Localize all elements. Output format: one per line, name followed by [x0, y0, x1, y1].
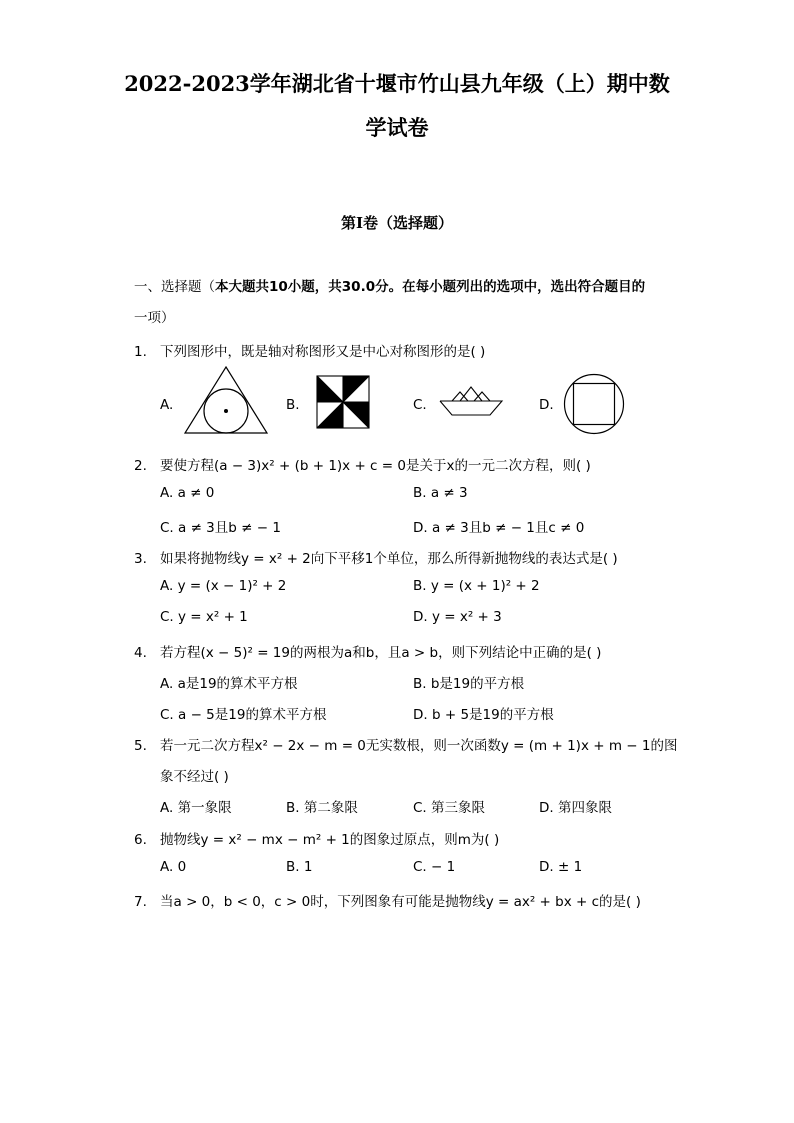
question-number: 5.	[134, 738, 147, 754]
question-text: 要使方程(a − 3)x² + (b + 1)x + c = 0是关于x的一元二次方程，则( )	[160, 458, 591, 474]
q6-option-b: B. 1	[286, 859, 313, 875]
q3-option-d: D. y = x² + 3	[413, 609, 502, 625]
q3-option-a: A. y = (x − 1)² + 2	[160, 578, 287, 594]
question-6	[134, 828, 499, 848]
question-5	[134, 734, 677, 754]
question-5-line2: 象不经过( )	[160, 769, 229, 785]
question-7	[134, 890, 641, 910]
q3-option-b: B. y = (x + 1)² + 2	[413, 578, 540, 594]
question-text: 如果将抛物线y = x² + 2向下平移1个单位，那么所得新抛物线的表达式是( )	[160, 551, 618, 567]
question-text: 若方程(x − 5)² = 19的两根为a和b，且a > b，则下列结论中正确的是( )	[160, 645, 602, 661]
q6-option-d: D. ± 1	[539, 859, 583, 875]
option-d-label: D.	[539, 397, 554, 413]
question-text: 当a > 0，b < 0，c > 0时，下列图象有可能是抛物线y = ax² + bx + c的是( )	[160, 894, 641, 910]
section-bold-text: 本大题共10小题，共30.0分。在每小题列出的选项中，选出符合题目的	[215, 279, 646, 295]
boat-icon	[438, 385, 504, 417]
q4-option-a: A. a是19的算术平方根	[160, 676, 298, 692]
question-1	[134, 340, 485, 360]
page-title: 2022-2023学年湖北省十堰市竹山县九年级（上）期中数	[124, 71, 670, 96]
question-number: 4.	[134, 645, 147, 661]
section-instructions-line2: 一项）	[134, 310, 175, 326]
volume-heading: 第I卷（选择题）	[340, 214, 454, 232]
question-2	[134, 454, 591, 474]
q5-option-a: A. 第一象限	[160, 800, 232, 816]
q2-option-b: B. a ≠ 3	[413, 485, 468, 501]
section-prefix: 一、选择题（	[134, 279, 215, 295]
q2-option-c: C. a ≠ 3且b ≠ − 1	[160, 520, 281, 536]
q6-option-a: A. 0	[160, 859, 187, 875]
question-number: 1.	[134, 344, 147, 360]
question-3	[134, 547, 618, 567]
question-text: 抛物线y = x² − mx − m² + 1的图象过原点，则m为( )	[160, 832, 500, 848]
q4-option-c: C. a − 5是19的算术平方根	[160, 707, 327, 723]
q5-option-b: B. 第二象限	[286, 800, 358, 816]
option-c-label: C.	[413, 397, 427, 413]
square-in-circle-icon	[563, 373, 625, 435]
q5-option-c: C. 第三象限	[413, 800, 486, 816]
q6-option-c: C. − 1	[413, 859, 456, 875]
question-number: 3.	[134, 551, 147, 567]
q4-option-d: D. b + 5是19的平方根	[413, 707, 554, 723]
option-a-label: A.	[160, 397, 174, 413]
q5-option-d: D. 第四象限	[539, 800, 612, 816]
section-instructions	[134, 275, 674, 295]
triangle-circle-icon	[183, 365, 269, 435]
page-title-line2: 学试卷	[365, 115, 429, 140]
question-text: 下列图形中，既是轴对称图形又是中心对称图形的是( )	[160, 344, 486, 360]
q2-option-a: A. a ≠ 0	[160, 485, 215, 501]
question-number: 7.	[134, 894, 147, 910]
q3-option-c: C. y = x² + 1	[160, 609, 248, 625]
question-number: 2.	[134, 458, 147, 474]
question-text: 若一元二次方程x² − 2x − m = 0无实数根，则一次函数y = (m + 1)x + m − 1的图	[160, 738, 678, 754]
q2-option-d: D. a ≠ 3且b ≠ − 1且c ≠ 0	[413, 520, 585, 536]
q4-option-b: B. b是19的平方根	[413, 676, 525, 692]
question-4	[134, 641, 601, 661]
option-b-label: B.	[286, 397, 300, 413]
question-number: 6.	[134, 832, 147, 848]
pinwheel-icon	[316, 375, 370, 429]
